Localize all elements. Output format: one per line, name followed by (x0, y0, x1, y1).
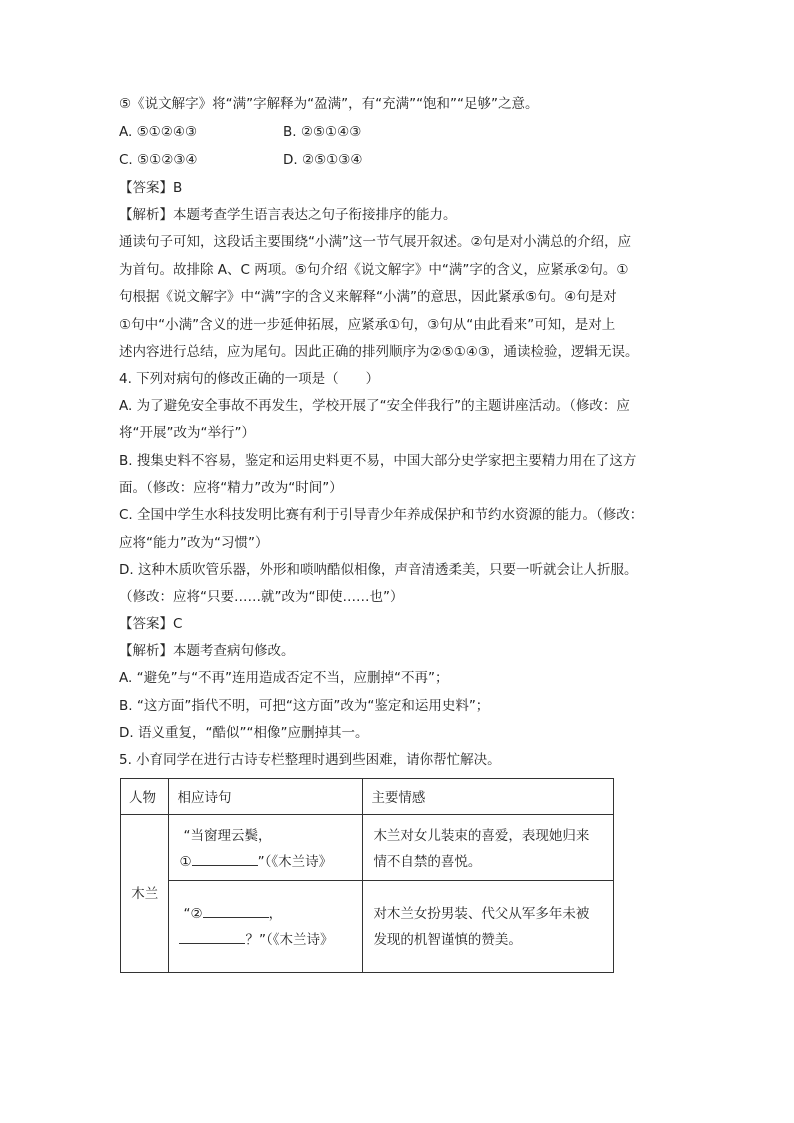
poem-cell-1 (169, 815, 363, 881)
emotion-line: 对木兰女扮男装、代父从军多年未被 (373, 906, 590, 922)
explanation-q4-a: A. “避免”与“不再”连用造成否定不当，应删掉“不再”； (119, 670, 449, 686)
option-c: C. ⑤①②③④ (119, 152, 198, 168)
poem-line-blank-2 (179, 901, 352, 927)
question4-option-d: D. 这种木质吹管乐器，外形和唢呐酷似相像，声音清透柔美，只要一听就会让人折服。 (119, 562, 638, 578)
header-person: 人物 (121, 779, 169, 815)
option-d: D. ②⑤①③④ (283, 152, 363, 168)
option-b: B. ②⑤①④③ (283, 124, 362, 140)
person-cell: 木兰 (121, 815, 169, 973)
explanation-q3-line: 句根据《说文解字》中“满”字的含义来解释“小满”的意思，因此紧承⑤句。④句是对 (119, 289, 617, 305)
question4-option-b: B. 搜集史料不容易，鉴定和运用史料更不易，中国大部分史学家把主要精力用在了这方 (119, 453, 637, 469)
emotion-cell-2 (363, 881, 614, 973)
poem-line-blank-3 (179, 927, 352, 953)
emotion-line: 木兰对女儿装束的喜爱，表现她归来 (373, 828, 590, 844)
answer-blank-2b[interactable] (179, 929, 245, 944)
table-row (121, 881, 614, 973)
poem-source: ”（《木兰诗》 (257, 854, 333, 870)
question4-option-a-cont: 将“开展”改为“举行”） (119, 425, 255, 441)
question4-option-c: C. 全国中学生水科技发明比赛有利于引导青少年养成保护和节约水资源的能力。（修改： (119, 507, 644, 523)
punctuation: ， (268, 906, 283, 922)
explanation-q3-line: ①句中“小满”含义的进一步延伸拓展，应紧承①句，③句从“由此看来”可知，是对上 (119, 317, 616, 333)
question4-option-d-cont: （修改：应将“只要……就”改为“即使……也”） (119, 589, 404, 605)
blank-marker-1: ① (179, 854, 192, 870)
emotion-cell-1 (363, 815, 614, 881)
answer-q4: 【答案】C (119, 616, 183, 632)
emotion-line: 情不自禁的喜悦。 (373, 854, 482, 870)
blank-marker-2: “② (183, 906, 203, 922)
question3-statement-5: ⑤《说文解字》将“满”字解释为“盈满”，有“充满”“饱和”“足够”之意。 (119, 96, 539, 112)
answer-blank-1[interactable] (192, 851, 258, 866)
question5-stem: 5. 小育同学在进行古诗专栏整理时遇到些困难，请你帮忙解决。 (119, 752, 501, 768)
option-a: A. ⑤①②④③ (119, 124, 198, 140)
explanation-q3-title: 【解析】本题考查学生语言表达之句子衔接排序的能力。 (119, 207, 457, 223)
explanation-q3-line: 述内容进行总结，应为尾句。因此正确的排列顺序为②⑤①④③，通读检验，逻辑无误。 (119, 344, 639, 360)
header-poem-lines: 相应诗句 (169, 779, 363, 815)
question4-stem: 4. 下列对病句的修改正确的一项是（ ） (119, 371, 380, 387)
poem-line: “当窗理云鬓， (183, 828, 272, 844)
explanation-q4-b: B. “这方面”指代不明，可把“这方面”改为“鉴定和运用史料”； (119, 698, 490, 714)
answer-blank-2a[interactable] (203, 903, 269, 918)
emotion-line: 发现的机智谨慎的赞美。 (373, 932, 522, 948)
poem-line-blank-1 (179, 849, 352, 875)
explanation-q4-title: 【解析】本题考查病句修改。 (119, 643, 295, 659)
poem-source: ？”（《木兰诗》 (245, 932, 334, 948)
explanation-q4-d: D. 语义重复，“酷似”“相像”应删掉其一。 (119, 725, 369, 741)
header-emotion: 主要情感 (363, 779, 614, 815)
table-header-row (121, 779, 614, 815)
table-row (121, 815, 614, 881)
explanation-q3-line: 通读句子可知，这段话主要围绕“小满”这一节气展开叙述。②句是对小满总的介绍，应 (119, 234, 632, 250)
question4-option-b-cont: 面。（修改：应将“精力”改为“时间”） (119, 480, 343, 496)
question4-option-c-cont: 应将“能力”改为“习惯”） (119, 535, 269, 551)
question4-option-a: A. 为了避免安全事故不再发生，学校开展了“安全伴我行”的主题讲座活动。（修改：应 (119, 398, 630, 414)
poem-cell-2 (169, 881, 363, 973)
explanation-q3-line: 为首句。故排除 A、C 两项。⑤句介绍《说文解字》中“满”字的含义，应紧承②句。① (119, 262, 629, 278)
answer-q3: 【答案】B (119, 180, 183, 196)
poem-table (120, 778, 614, 973)
